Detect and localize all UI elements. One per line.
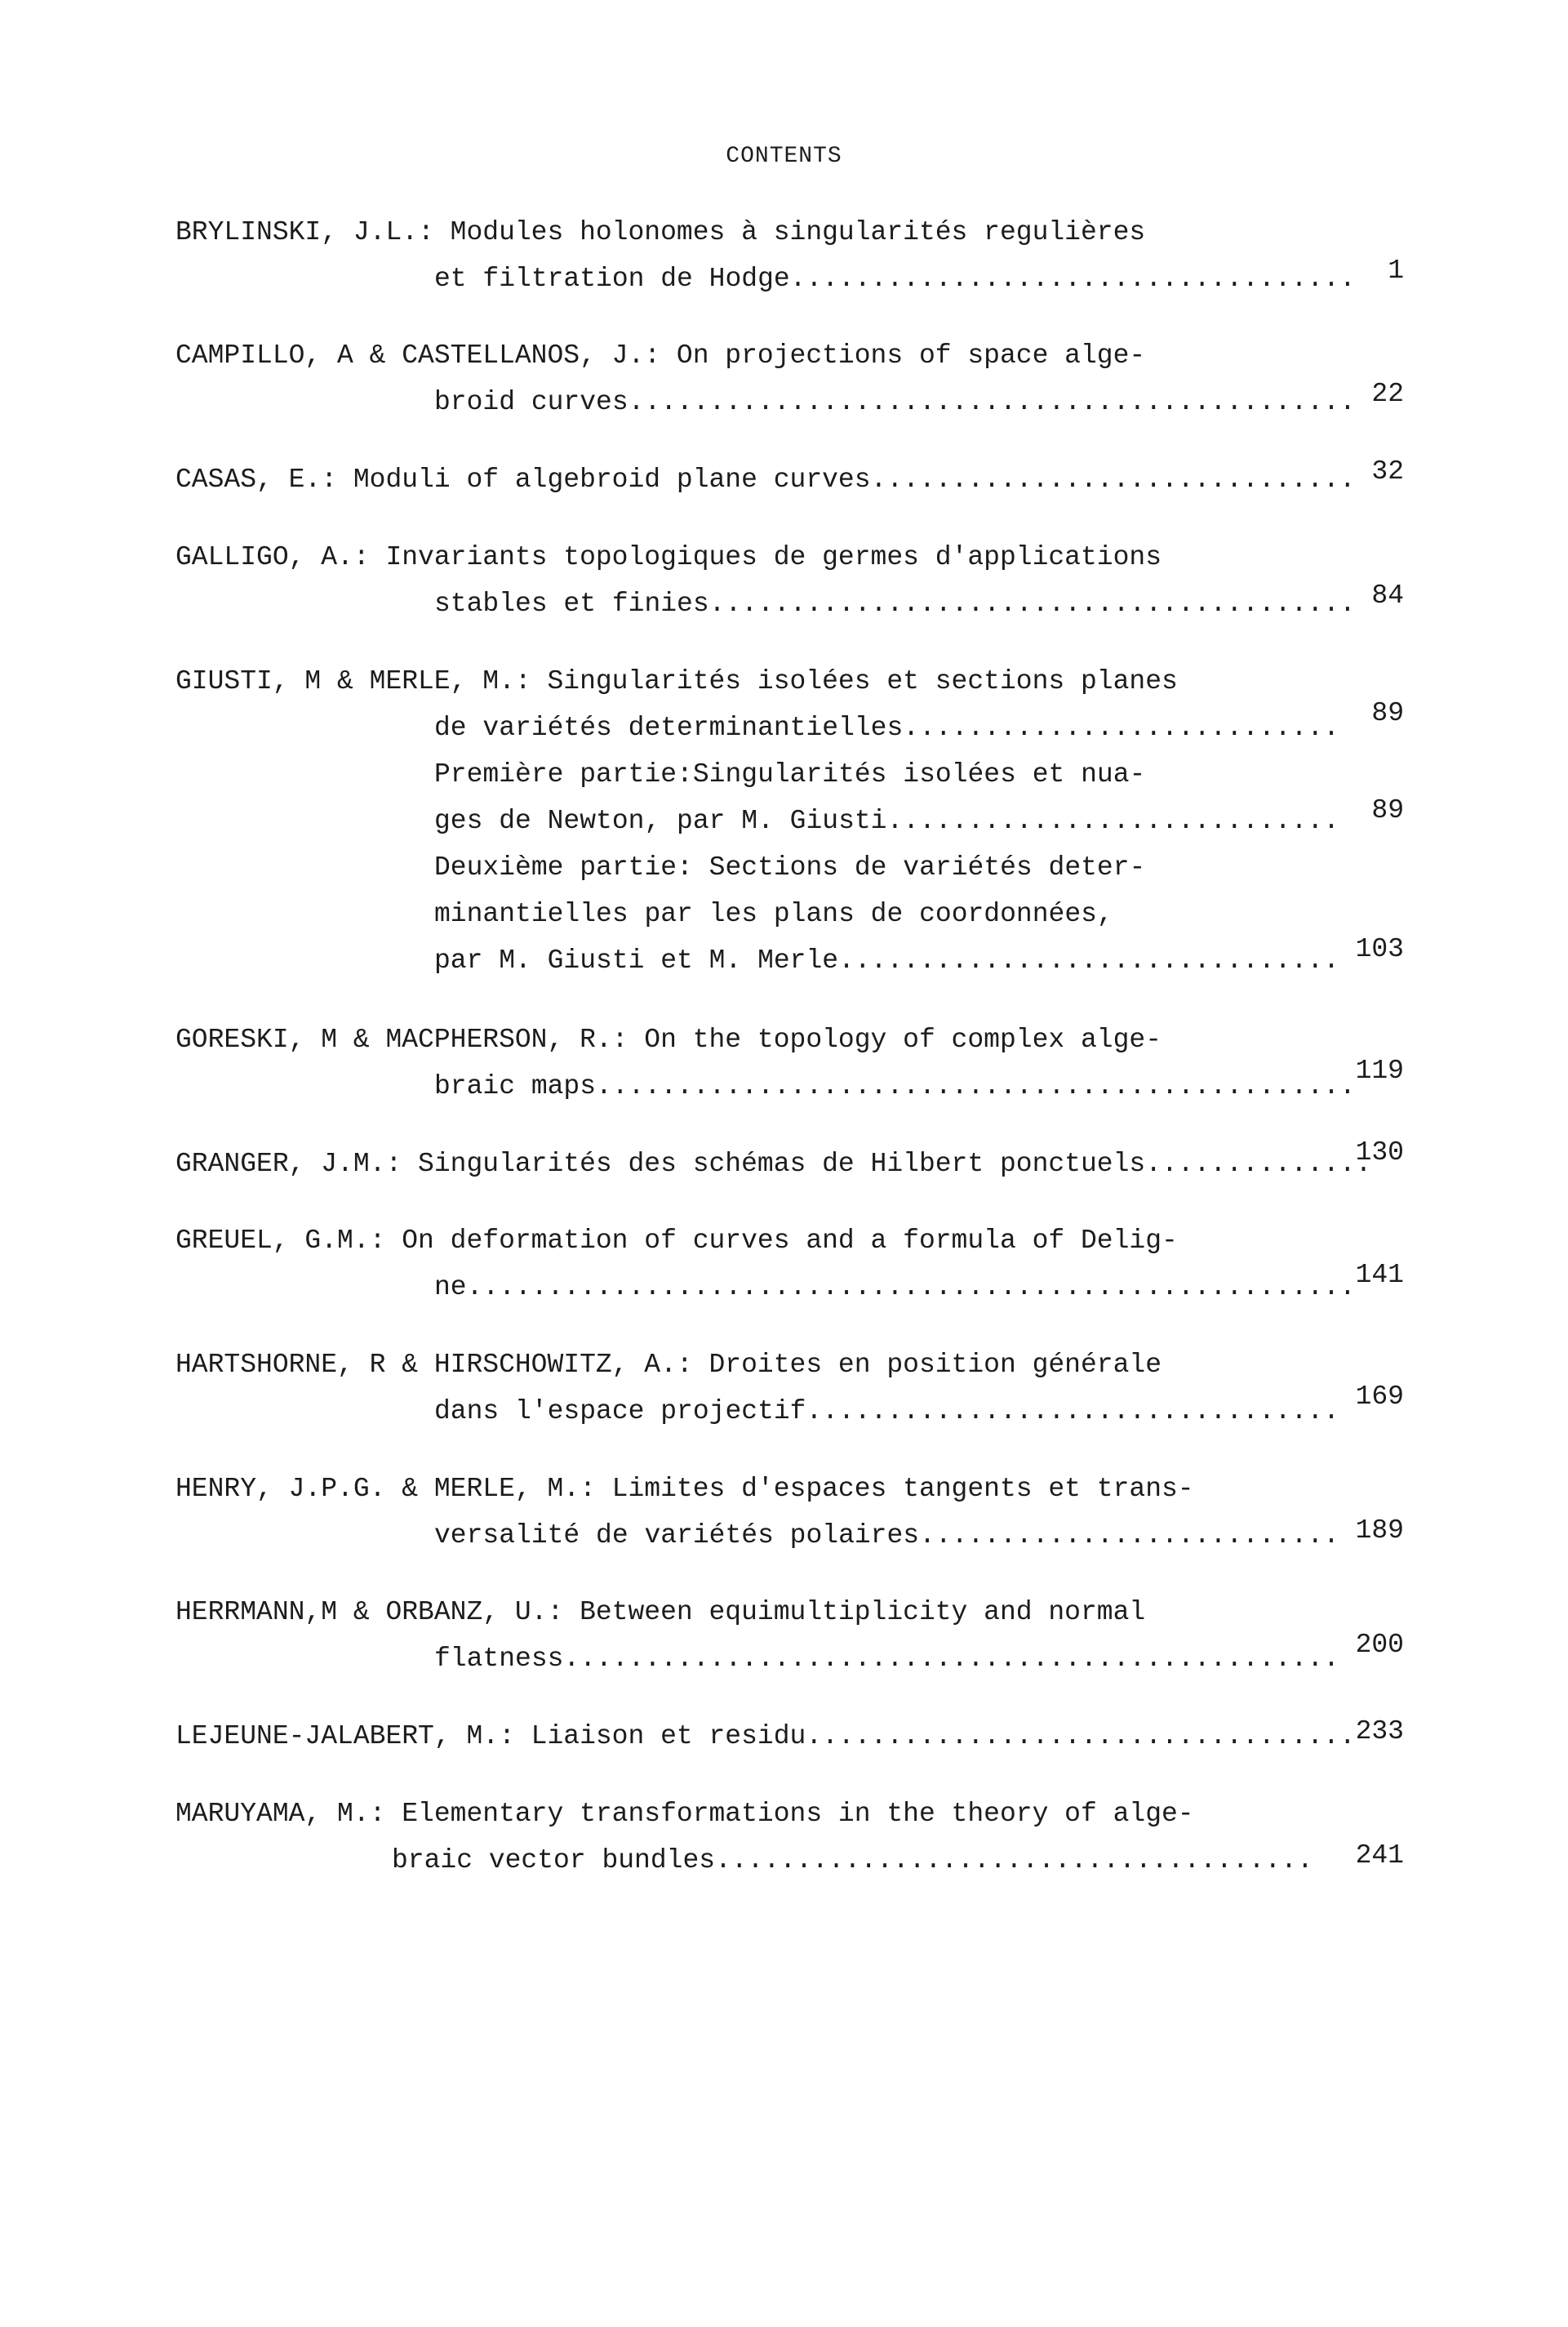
entry-10-line-1: HENRY, J.P.G. & MERLE, M.: Limites d'espaces tangents et trans- bbox=[175, 1474, 1194, 1504]
entry-11-line-2: flatness................................................ bbox=[434, 1644, 1339, 1674]
entry-2-line-1: CAMPILLO, A & CASTELLANOS, J.: On projections of space alge- bbox=[175, 340, 1146, 371]
entry-5-page-1: 89 bbox=[1371, 698, 1404, 728]
entry-8-line-2: ne....................................................... bbox=[434, 1272, 1356, 1302]
entry-5-page-3: 103 bbox=[1355, 934, 1404, 964]
entry-4-line-2: stables et finies........................................ bbox=[434, 589, 1356, 619]
entry-7-page: 130 bbox=[1355, 1137, 1404, 1168]
entry-13-line-1: MARUYAMA, M.: Elementary transformations in the theory of alge- bbox=[175, 1799, 1194, 1829]
entry-1-page: 1 bbox=[1388, 256, 1404, 286]
entry-13-page: 241 bbox=[1355, 1840, 1404, 1871]
entry-1-line-1: BRYLINSKI, J.L.: Modules holonomes à singularités regulières bbox=[175, 217, 1146, 247]
entry-9-line-2: dans l'espace projectif................................. bbox=[434, 1396, 1339, 1426]
entry-5-line-1: GIUSTI, M & MERLE, M.: Singularités isolées et sections planes bbox=[175, 666, 1178, 696]
entry-5-page-2: 89 bbox=[1371, 795, 1404, 825]
entry-5-line-7: par M. Giusti et M. Merle............................... bbox=[434, 945, 1339, 976]
entry-8-line-1: GREUEL, G.M.: On deformation of curves and a formula of Delig- bbox=[175, 1226, 1178, 1256]
entry-2-page: 22 bbox=[1371, 379, 1404, 409]
entry-5-line-6: minantielles par les plans de coordonnées, bbox=[434, 899, 1113, 929]
entry-12-line-1: LEJEUNE-JALABERT, M.: Liaison et residu.................................. bbox=[175, 1721, 1356, 1751]
entry-5-line-5: Deuxième partie: Sections de variétés deter- bbox=[434, 852, 1146, 883]
entry-8-page: 141 bbox=[1355, 1260, 1404, 1290]
entry-6-line-1: GORESKI, M & MACPHERSON, R.: On the topology of complex alge- bbox=[175, 1025, 1162, 1055]
entry-1-line-2: et filtration de Hodge................................... bbox=[434, 264, 1356, 294]
entry-2-line-2: broid curves............................................. bbox=[434, 387, 1356, 417]
entry-5-line-4: ges de Newton, par M. Giusti............................ bbox=[434, 806, 1339, 836]
entry-4-line-1: GALLIGO, A.: Invariants topologiques de germes d'applications bbox=[175, 542, 1162, 572]
contents-heading: CONTENTS bbox=[726, 144, 842, 169]
entry-12-page: 233 bbox=[1355, 1716, 1404, 1746]
entry-10-page: 189 bbox=[1355, 1515, 1404, 1546]
entry-3-page: 32 bbox=[1371, 456, 1404, 487]
entry-4-page: 84 bbox=[1371, 581, 1404, 611]
entry-9-line-1: HARTSHORNE, R & HIRSCHOWITZ, A.: Droites en position générale bbox=[175, 1350, 1162, 1380]
entry-5-line-3: Première partie:Singularités isolées et nua- bbox=[434, 759, 1146, 790]
entry-3-line-1: CASAS, E.: Moduli of algebroid plane curves.............................. bbox=[175, 465, 1356, 495]
entry-7-line-1: GRANGER, J.M.: Singularités des schémas de Hilbert ponctuels.............. bbox=[175, 1149, 1372, 1179]
entry-10-line-2: versalité de variétés polaires.......................... bbox=[434, 1520, 1339, 1551]
entry-6-line-2: braic maps............................................... bbox=[434, 1071, 1356, 1101]
entry-11-line-1: HERRMANN,M & ORBANZ, U.: Between equimultiplicity and normal bbox=[175, 1597, 1146, 1627]
entry-9-page: 169 bbox=[1355, 1382, 1404, 1412]
entry-13-line-2: braic vector bundles..................................... bbox=[392, 1845, 1313, 1875]
entry-6-page: 119 bbox=[1355, 1056, 1404, 1086]
entry-5-line-2: de variétés determinantielles........................... bbox=[434, 713, 1339, 743]
entry-11-page: 200 bbox=[1355, 1630, 1404, 1660]
